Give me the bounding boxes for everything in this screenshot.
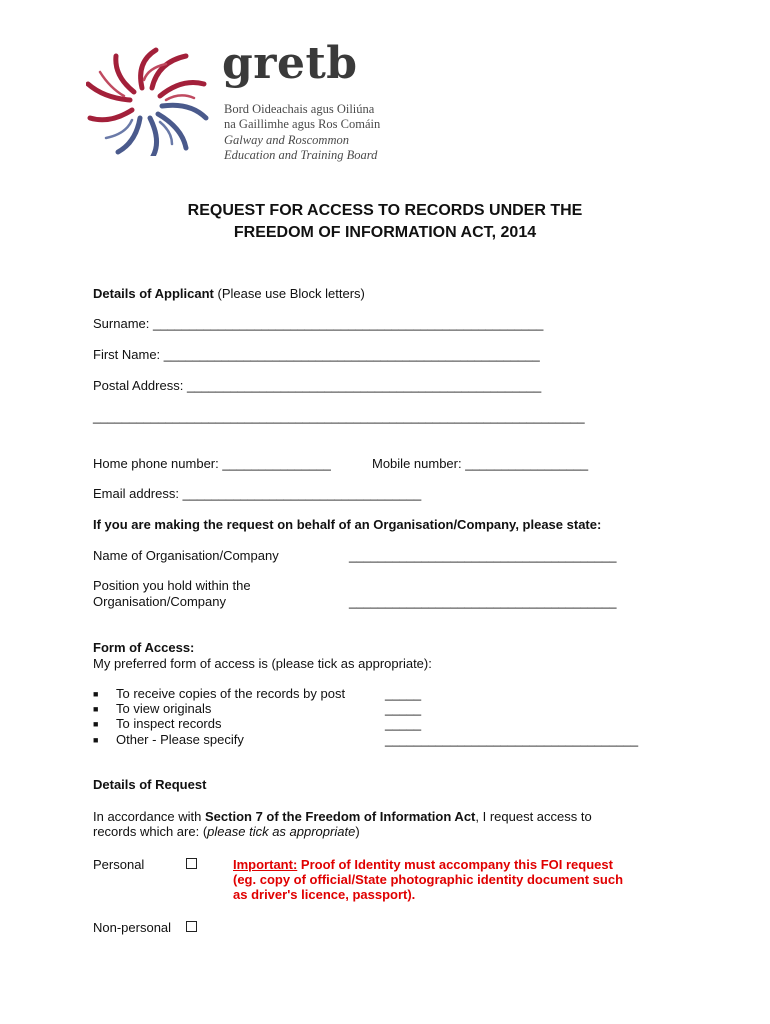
access-intro: My preferred form of access is (please tick as appropriate):	[93, 656, 432, 671]
request-paragraph-line1: In accordance with Section 7 of the Freedom of Information Act, I request access to	[93, 809, 592, 824]
home-phone-field[interactable]: Home phone number: _______________	[93, 456, 331, 471]
non-personal-label: Non-personal	[93, 920, 172, 935]
access-option-view: To view originals	[116, 701, 212, 716]
access-option-inspect-tick[interactable]: _____	[385, 716, 422, 731]
position-field[interactable]: _____________________________________	[349, 594, 617, 609]
request-paragraph-line2: records which are: (please tick as appropriate)	[93, 824, 360, 839]
brand-name: gretb	[222, 38, 358, 89]
access-option-other: Other - Please specify	[116, 732, 244, 747]
position-label-line2: Organisation/Company	[93, 594, 226, 609]
non-personal-checkbox[interactable]	[186, 921, 197, 932]
bullet-icon: ■	[93, 735, 99, 745]
applicant-heading: Details of Applicant	[93, 286, 214, 301]
organisation-heading: If you are making the request on behalf of an Organisation/Company, please state:	[93, 517, 602, 532]
brand-line-english-2: Education and Training Board	[224, 148, 378, 162]
bullet-icon: ■	[93, 689, 99, 699]
section-7-reference: Section 7 of the Freedom of Information Act	[205, 809, 476, 824]
access-option-post-tick[interactable]: _____	[385, 686, 422, 701]
postal-address-field[interactable]: Postal Address: _________________________________________________	[93, 378, 542, 393]
organisation-name-label: Name of Organisation/Company	[93, 548, 279, 563]
access-option-post: To receive copies of the records by post	[116, 686, 346, 701]
applicant-note: (Please use Block letters)	[213, 286, 365, 301]
surname-field[interactable]: Surname: ______________________________________________________	[93, 316, 544, 331]
access-option-other-field[interactable]: ___________________________________	[385, 732, 639, 747]
document-title-line2: FREEDOM OF INFORMATION ACT, 2014	[233, 224, 537, 241]
access-option-view-tick[interactable]: _____	[385, 701, 422, 716]
access-option-inspect: To inspect records	[116, 716, 222, 731]
bullet-icon: ■	[93, 704, 99, 714]
mobile-field[interactable]: Mobile number: _________________	[372, 456, 589, 471]
important-notice-line2: (eg. copy of official/State photographic identity document such	[233, 872, 624, 887]
organisation-name-field[interactable]: _____________________________________	[349, 548, 617, 563]
request-heading: Details of Request	[93, 777, 207, 792]
brand-line-irish-2: na Gaillimhe agus Ros Comáin	[224, 117, 381, 131]
access-heading: Form of Access:	[93, 640, 195, 655]
document-title-line1: REQUEST FOR ACCESS TO RECORDS UNDER THE	[187, 202, 583, 219]
important-notice-line1: Important: Proof of Identity must accompany this FOI request	[233, 857, 613, 872]
personal-label: Personal	[93, 857, 145, 872]
email-field[interactable]: Email address: _________________________________	[93, 486, 422, 501]
important-label: Important:	[233, 857, 298, 872]
position-label-line1: Position you hold within the	[93, 578, 251, 593]
swirl-logo-icon	[86, 46, 214, 156]
postal-address-line2-field[interactable]: ____________________________________________________________________	[93, 409, 585, 424]
brand-line-irish-1: Bord Oideachais agus Oiliúna	[224, 102, 375, 116]
personal-checkbox[interactable]	[186, 858, 197, 869]
first-name-field[interactable]: First Name: ____________________________________________________	[93, 347, 540, 362]
brand-line-english-1: Galway and Roscommon	[224, 133, 349, 147]
important-notice-line3: as driver's licence, passport).	[233, 887, 416, 902]
applicant-heading-row	[93, 286, 365, 301]
bullet-icon: ■	[93, 719, 99, 729]
